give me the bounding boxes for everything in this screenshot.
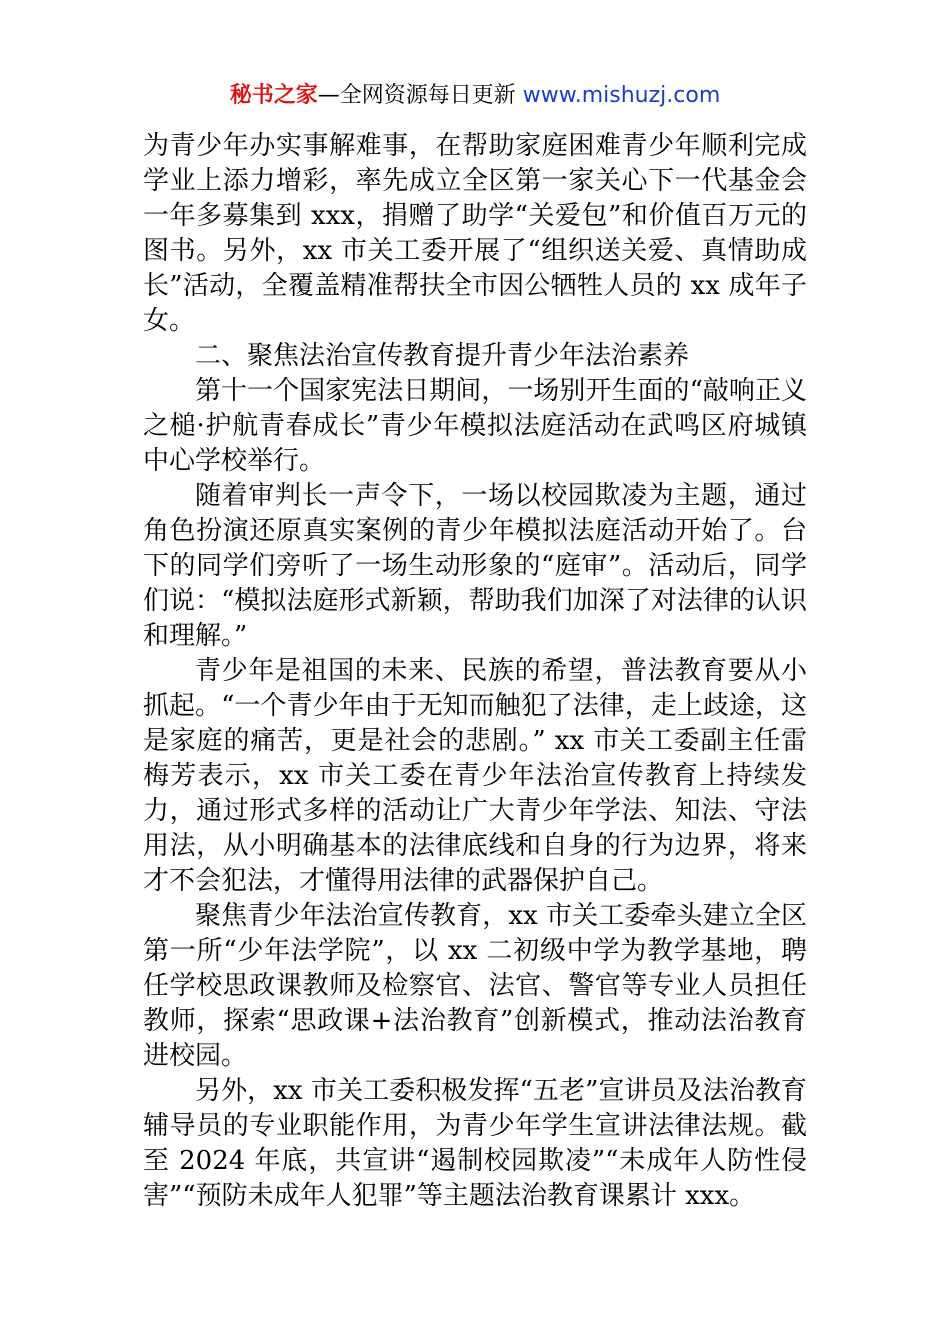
paragraph: 随着审判长一声令下，一场以校园欺凌为主题，通过角色扮演还原真实案例的青少年模拟法庭活动开始了。台下的同学们旁听了一场生动形象的“庭审”。活动后，同学们说：“模拟法庭形式新颖，帮助我们加深了对法律的认识和理解。” bbox=[143, 481, 807, 651]
site-tagline: —全网资源每日更新 bbox=[317, 83, 523, 108]
paragraph-continued: 为青少年办实事解难事，在帮助家庭困难青少年顺利完成学业上添力增彩，率先成立全区第一家关心下一代基金会一年多募集到 xxx，捐赠了助学“关爱包”和价值百万元的图书。另外，xx 市关工委开展了“组织送关爱、真情助成长”活动，全覆盖精准帮扶全市因公牺牲人员的 xx 成年子女。 bbox=[143, 131, 807, 336]
document-body bbox=[143, 129, 807, 1214]
paragraph: 青少年是祖国的未来、民族的希望，普法教育要从小抓起。“一个青少年由于无知而触犯了法律，走上歧途，这是家庭的痛苦，更是社会的悲剧。” xx 市关工委副主任雷梅芳表示，xx 市关工委在青少年法治宣传教育上持续发力，通过形式多样的活动让广大青少年学法、知法、守法用法，从小明确基本的法律底线和自身的行为边界，将来才不会犯法，才懂得用法律的武器保护自己。 bbox=[143, 656, 807, 896]
paragraph: 聚焦青少年法治宣传教育，xx 市关工委牵头建立全区第一所“少年法学院”，以 xx 二初级中学为教学基地，聘任学校思政课教师及检察官、法官、警官等专业人员担任教师，探索“思政课+法治教育”创新模式，推动法治教育进校园。 bbox=[143, 901, 807, 1071]
section-heading: 二、聚焦法治宣传教育提升青少年法治素养 bbox=[195, 341, 690, 371]
site-brand: 秘书之家 bbox=[229, 83, 318, 108]
paragraph: 另外，xx 市关工委积极发挥“五老”宣讲员及法治教育辅导员的专业职能作用，为青少年学生宣讲法律法规。截至 2024 年底，共宣讲“遏制校园欺凌”“未成年人防性侵害”“预防未成年人犯罪”等主题法治教育课累计 xxx。 bbox=[143, 1076, 807, 1211]
site-header bbox=[0, 80, 950, 112]
site-url-link[interactable]: www.mishuzj.com bbox=[522, 83, 721, 108]
paragraph: 第十一个国家宪法日期间，一场别开生面的“敲响正义之槌·护航青春成长”青少年模拟法庭活动在武鸣区府城镇中心学校举行。 bbox=[143, 376, 807, 476]
